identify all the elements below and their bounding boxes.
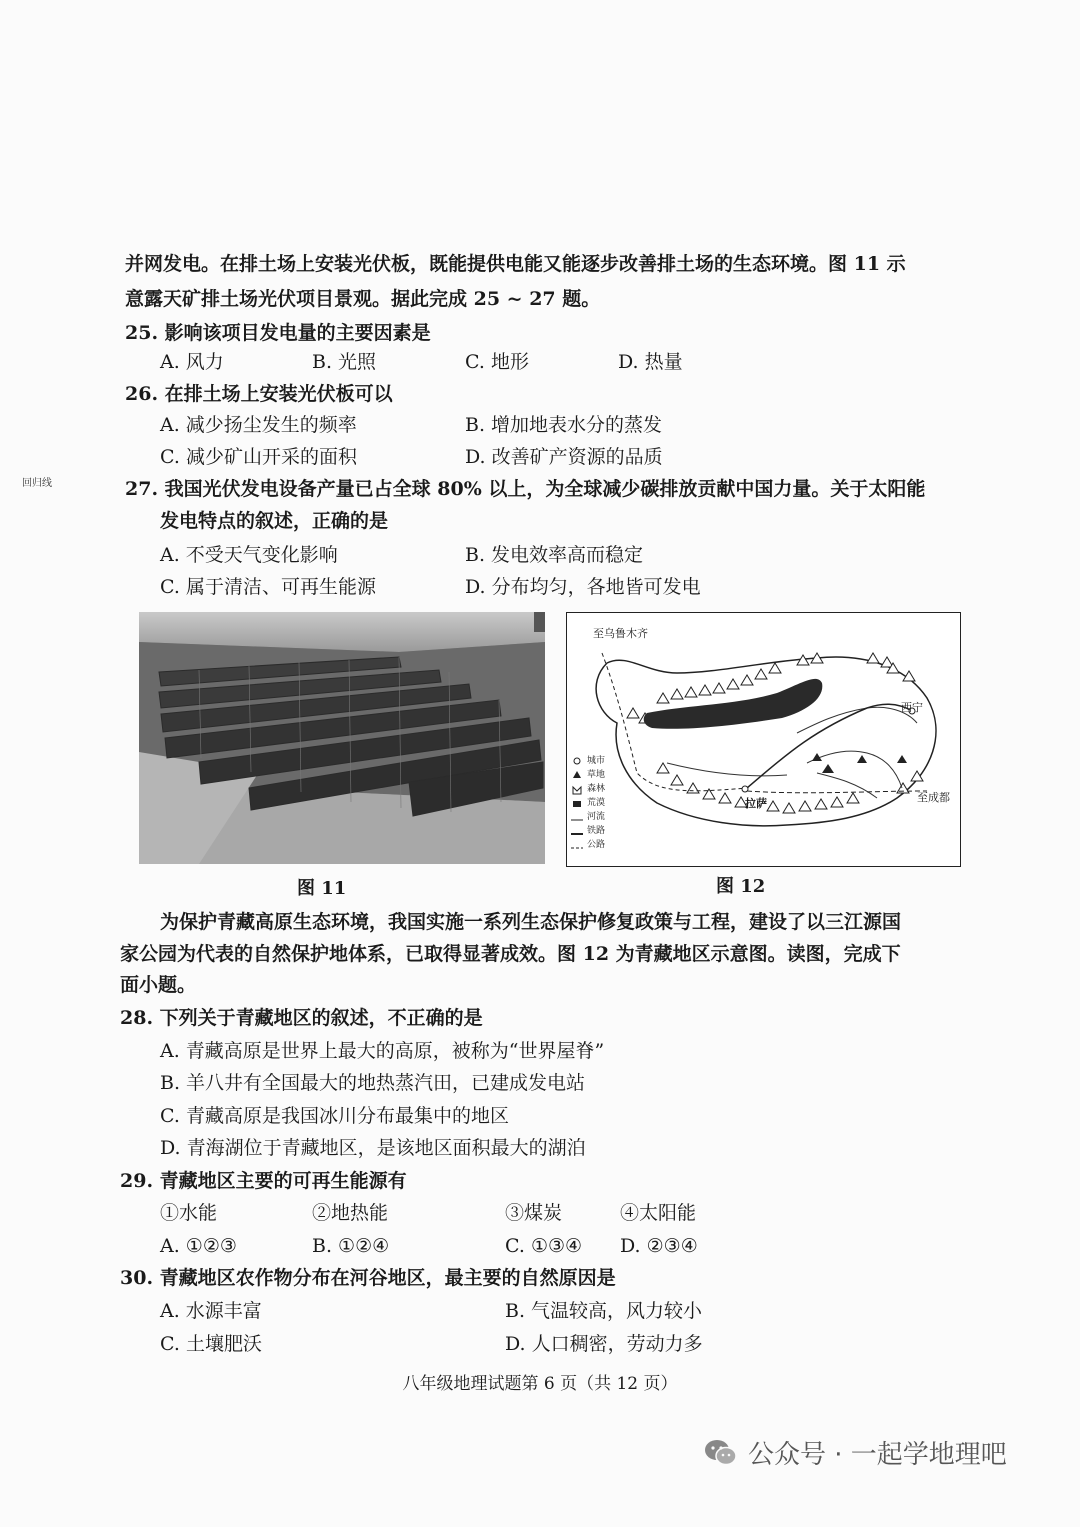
map-label-chengdu: 至成都 [917,791,950,804]
q27-option-d[interactable]: D. 分布均匀，各地皆可发电 [465,576,701,598]
figure-11-caption: 图 11 [297,878,347,899]
legend-city: 城市 [587,756,606,766]
legend-road: 公路 [587,840,606,850]
wechat-icon [704,1438,738,1468]
q25-option-d[interactable]: D. 热量 [618,351,683,373]
q30-option-b[interactable]: B. 气温较高，风力较小 [505,1300,703,1322]
q28-stem: 28. 下列关于青藏地区的叙述，不正确的是 [120,1007,483,1029]
q28-option-b[interactable]: B. 羊八井有全国最大的地热蒸汽田，已建成发电站 [160,1072,586,1094]
q29-item-4: ④太阳能 [620,1202,697,1224]
intro-line-1: 并网发电。在排土场上安装光伏板，既能提供电能又能逐步改善排土场的生态环境。图 11 示 [125,253,906,275]
q26-option-c[interactable]: C. 减少矿山开采的面积 [160,446,357,468]
q27-option-c[interactable]: C. 属于清洁、可再生能源 [160,576,376,598]
margin-mark: 回归线 [22,478,52,489]
q30-option-d[interactable]: D. 人口稠密，劳动力多 [505,1333,703,1355]
q25-option-b[interactable]: B. 光照 [312,351,377,373]
q29-option-b[interactable]: B. ①②④ [312,1235,390,1257]
figure-11-photo [139,612,545,864]
map-label-urumqi: 至乌鲁木齐 [593,627,648,640]
q28-option-a[interactable]: A. 青藏高原是世界上最大的高原，被称为“世界屋脊” [160,1040,605,1062]
passage2-line-3: 面小题。 [120,974,197,996]
passage2-line-2: 家公园为代表的自然保护地体系，已取得显著成效。图 12 为青藏地区示意图。读图，完成下 [120,943,901,965]
q25-stem: 25. 影响该项目发电量的主要因素是 [125,322,431,344]
q29-option-c[interactable]: C. ①③④ [505,1235,583,1257]
intro-line-2: 意露天矿排土场光伏项目景观。据此完成 25 ~ 27 题。 [125,288,601,310]
q27-option-b[interactable]: B. 发电效率高而稳定 [465,544,644,566]
figure-12-caption: 图 12 [716,876,766,897]
figure-12-map [566,612,961,867]
legend-grassland: 草地 [587,770,606,780]
passage2-line-1: 为保护青藏高原生态环境，我国实施一系列生态保护修复政策与工程，建设了以三江源国 [160,911,902,933]
q29-stem: 29. 青藏地区主要的可再生能源有 [120,1170,407,1192]
q27-option-a[interactable]: A. 不受天气变化影响 [160,544,338,566]
q29-item-3: ③煤炭 [505,1202,563,1224]
q30-option-c[interactable]: C. 土壤肥沃 [160,1333,262,1355]
solar-panel-photo [139,612,545,864]
legend-desert: 荒漠 [587,798,606,808]
q30-stem: 30. 青藏地区农作物分布在河谷地区，最主要的自然原因是 [120,1267,616,1289]
q29-item-2: ②地热能 [312,1202,389,1224]
q27-stem-line-2: 发电特点的叙述，正确的是 [160,510,389,532]
page-footer: 八年级地理试题第 6 页（共 12 页） [402,1374,678,1394]
watermark-text: 公众号 · 一起学地理吧 [748,1440,1007,1470]
q26-option-b[interactable]: B. 增加地表水分的蒸发 [465,414,663,436]
q30-option-a[interactable]: A. 水源丰富 [160,1300,262,1322]
legend-forest: 森林 [587,784,606,794]
q26-stem: 26. 在排土场上安装光伏板可以 [125,383,393,405]
watermark [704,1434,1007,1471]
q26-option-a[interactable]: A. 减少扬尘发生的频率 [160,414,357,436]
map-label-xining: 西宁 [901,701,923,714]
q27-stem-line-1: 27. 我国光伏发电设备产量已占全球 80% 以上，为全球减少碳排放贡献中国力量。关于太阳能 [125,478,926,500]
q26-option-d[interactable]: D. 改善矿产资源的品质 [465,446,663,468]
legend-river: 河流 [587,812,606,822]
q25-option-a[interactable]: A. 风力 [160,351,224,373]
qinghai-tibet-map [567,613,960,866]
q29-option-a[interactable]: A. ①②③ [160,1235,237,1257]
q28-option-d[interactable]: D. 青海湖位于青藏地区，是该地区面积最大的湖泊 [160,1137,586,1159]
q29-option-d[interactable]: D. ②③④ [620,1235,698,1257]
q29-item-1: ①水能 [160,1202,218,1224]
map-legend [587,754,605,852]
map-label-lhasa: 拉萨 [745,797,767,810]
q28-option-c[interactable]: C. 青藏高原是我国冰川分布最集中的地区 [160,1105,509,1127]
legend-railway: 铁路 [587,826,606,836]
q25-option-c[interactable]: C. 地形 [465,351,529,373]
